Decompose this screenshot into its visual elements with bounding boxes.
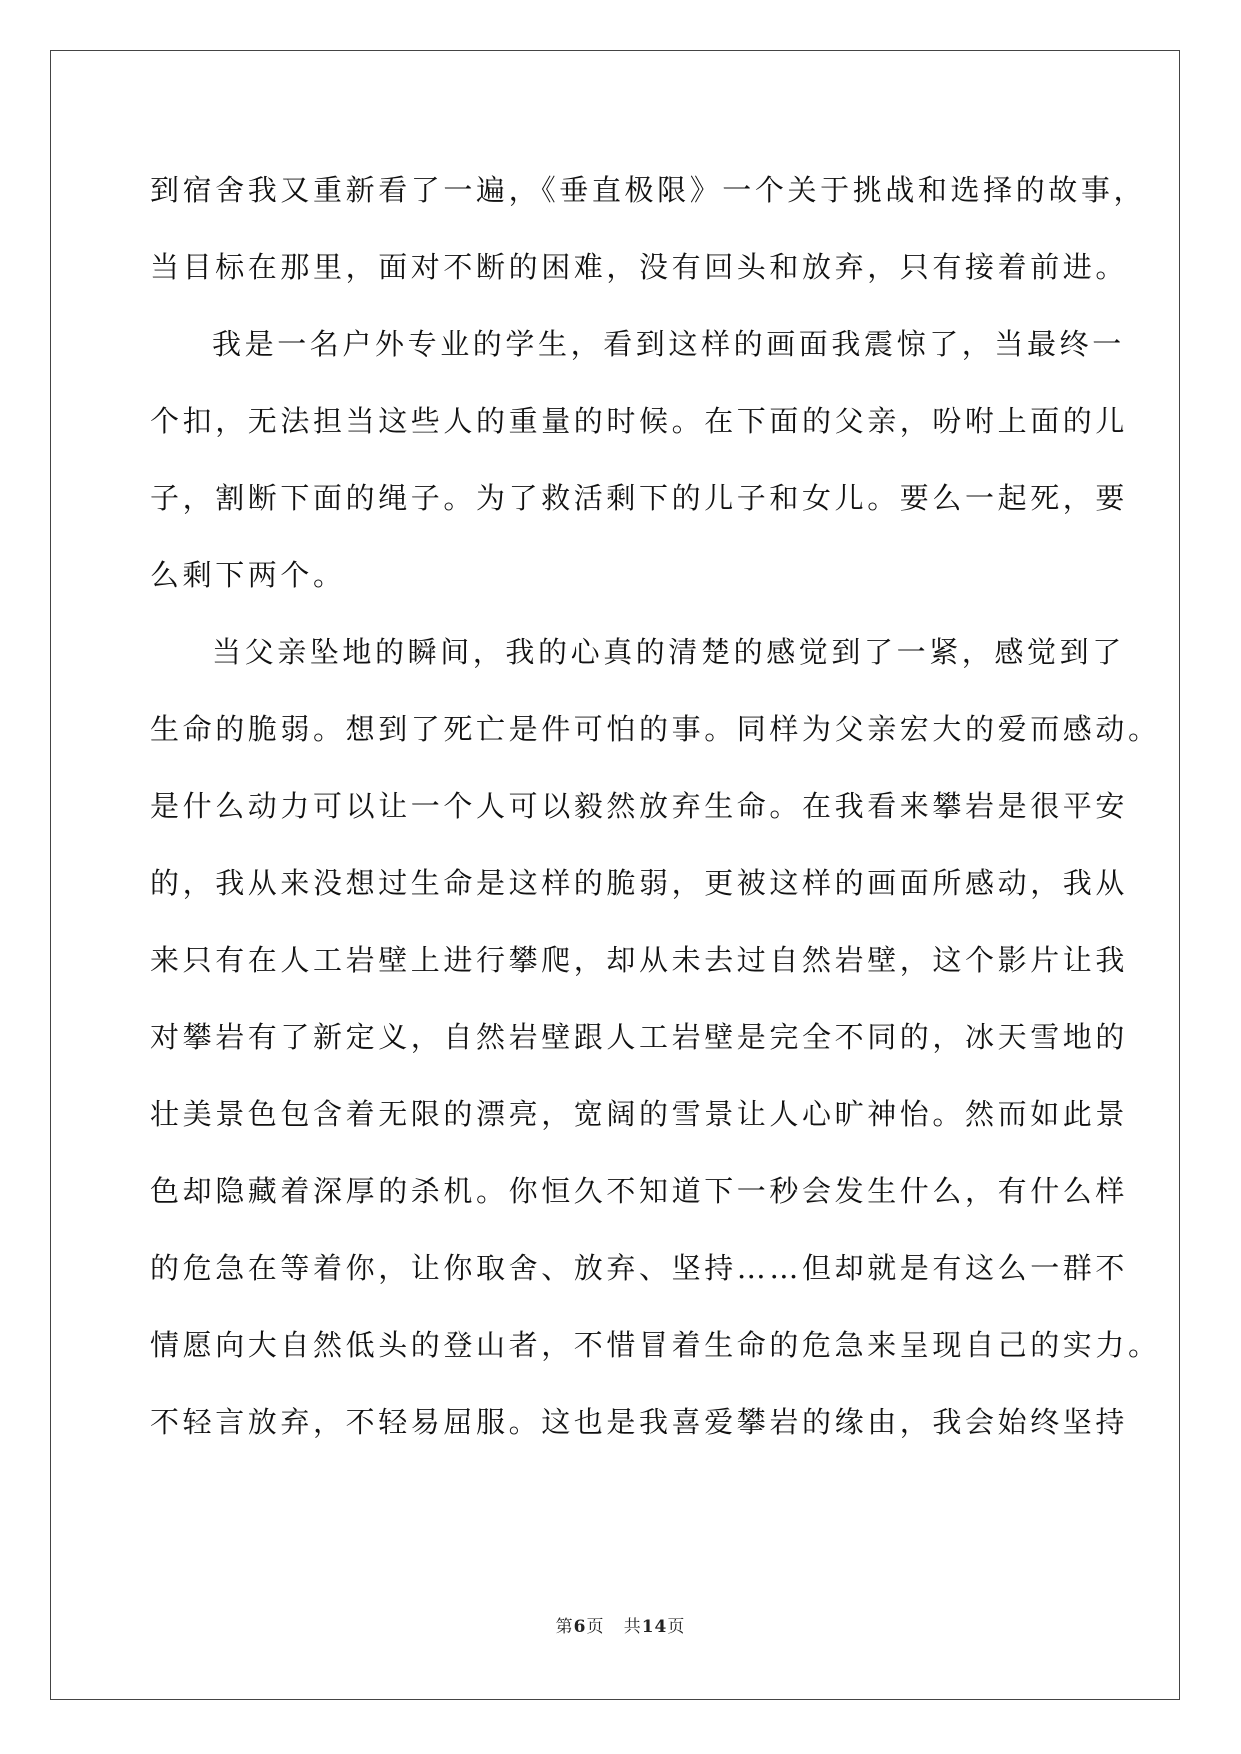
body-line: 是什么动力可以让一个人可以毅然放弃生命。在我看来攀岩是很平安 (150, 789, 1129, 823)
body-line: 对攀岩有了新定义，自然岩壁跟人工岩壁是完全不同的，冰天雪地的 (150, 1020, 1129, 1054)
body-line: 生命的脆弱。想到了死亡是件可怕的事。同样为父亲宏大的爱而感动。 (150, 712, 1161, 746)
body-line: 壮美景色包含着无限的漂亮，宽阔的雪景让人心旷神怡。然而如此景 (150, 1097, 1129, 1131)
page-footer (0, 1612, 1241, 1637)
body-line: 不轻言放弃，不轻易屈服。这也是我喜爱攀岩的缘由，我会始终坚持 (150, 1405, 1129, 1439)
body-line: 么剩下两个。 (150, 558, 346, 592)
footer-total-prefix: 共 (623, 1617, 642, 1637)
body-line: 来只有在人工岩壁上进行攀爬，却从未去过自然岩壁，这个影片让我 (150, 943, 1129, 977)
body-line: 到宿舍我又重新看了一遍，《垂直极限》一个关于挑战和选择的故事， (150, 173, 1147, 207)
body-line: 个扣，无法担当这些人的重量的时候。在下面的父亲，吩咐上面的儿 (150, 404, 1129, 438)
body-line: 的危急在等着你，让你取舍、放弃、坚持……但却就是有这么一群不 (150, 1251, 1129, 1285)
paragraph-first-line: 当父亲坠地的瞬间，我的心真的清楚的感觉到了一紧，感觉到了 (212, 635, 1125, 669)
footer-total-suffix: 页 (667, 1617, 686, 1637)
footer-page-suffix: 页 (586, 1617, 605, 1637)
body-line: 子，割断下面的绳子。为了救活剩下的儿子和女儿。要么一起死，要 (150, 481, 1129, 515)
paragraph-first-line: 我是一名户外专业的学生，看到这样的画面我震惊了，当最终一 (212, 327, 1125, 361)
current-page-number: 6 (573, 1617, 587, 1637)
document-body (150, 152, 1161, 1461)
body-line: 情愿向大自然低头的登山者，不惜冒着生命的危急来呈现自己的实力。 (150, 1328, 1161, 1362)
body-line: 色却隐藏着深厚的杀机。你恒久不知道下一秒会发生什么，有什么样 (150, 1174, 1129, 1208)
body-line: 当目标在那里，面对不断的困难，没有回头和放弃，只有接着前进。 (150, 250, 1129, 284)
body-line: 的，我从来没想过生命是这样的脆弱，更被这样的画面所感动，我从 (150, 866, 1129, 900)
total-page-count: 14 (641, 1617, 668, 1637)
footer-prefix: 第 (555, 1617, 574, 1637)
